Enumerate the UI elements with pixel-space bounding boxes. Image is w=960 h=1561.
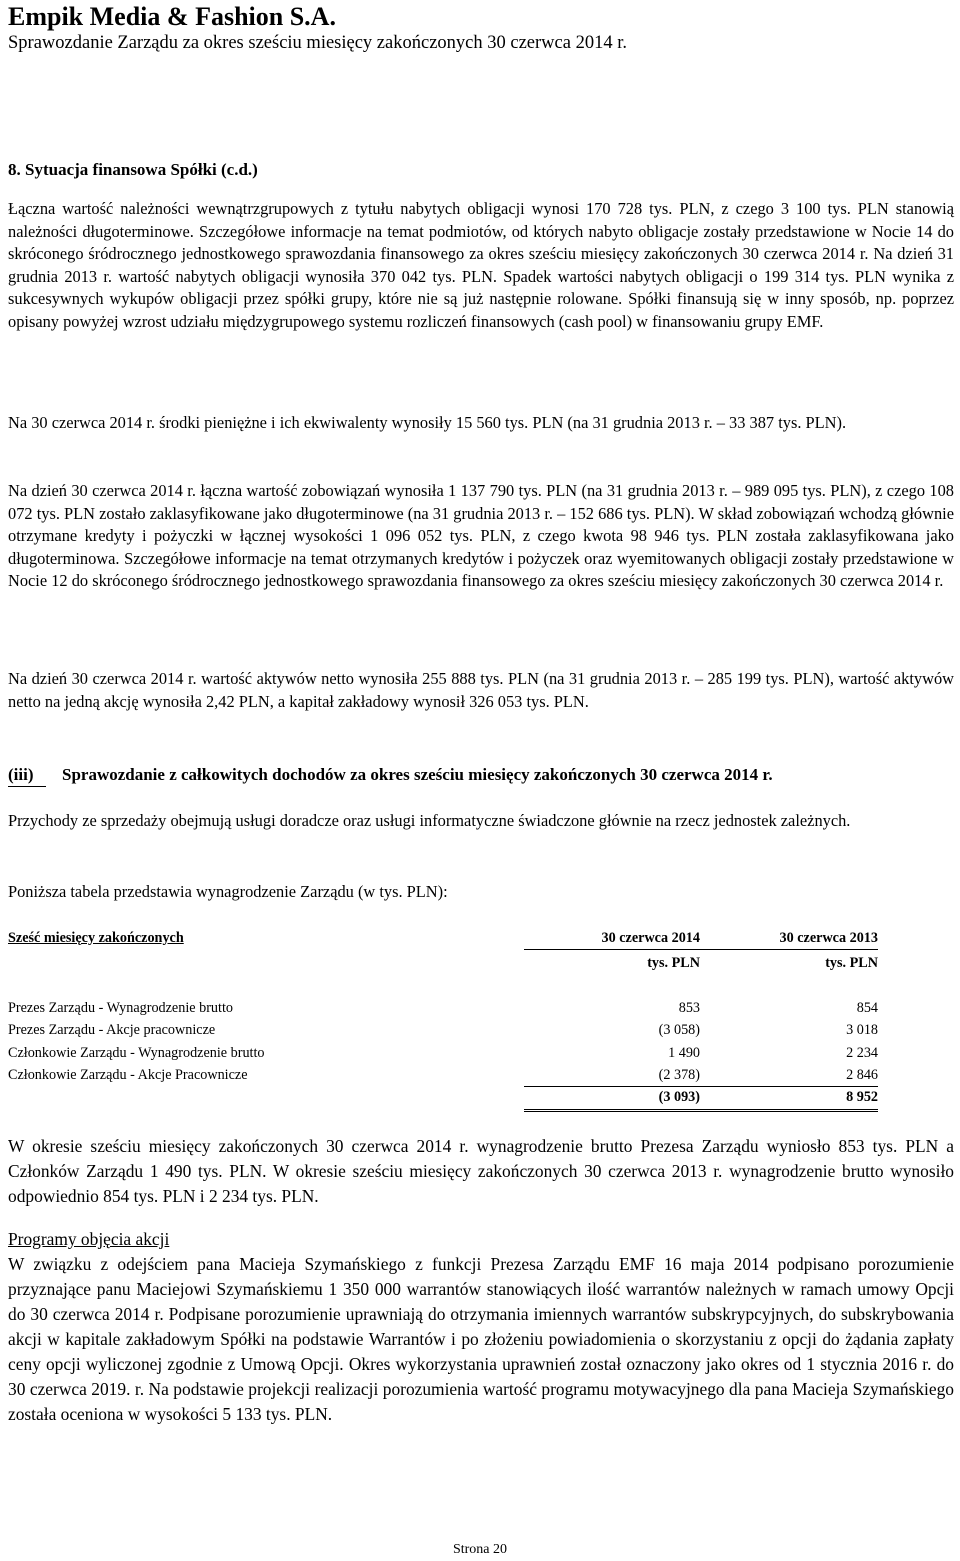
table-row-value-2014: (3 058) bbox=[658, 1022, 700, 1038]
paragraph-table-intro: Poniższa tabela przedstawia wynagrodzenie Zarządu (w tys. PLN): bbox=[8, 882, 448, 901]
table-row-label: Prezes Zarządu - Akcje pracownicze bbox=[8, 1022, 216, 1038]
table-row-value-2014: 853 bbox=[678, 1000, 700, 1016]
paragraph-cash: Na 30 czerwca 2014 r. środki pieniężne i ich ekwiwalenty wynosiły 15 560 tys. PLN (na 31 grudnia 2013 r. – 33 387 tys. PLN). bbox=[8, 413, 847, 432]
table-row bbox=[8, 998, 878, 1018]
table-row-value-2014: (2 378) bbox=[658, 1067, 700, 1083]
section-8-heading: 8. Sytuacja finansowa Spółki (c.d.) bbox=[8, 160, 258, 179]
table-row-label: Członkowie Zarządu - Akcje Pracownicze bbox=[8, 1067, 248, 1083]
section-iii-title: Sprawozdanie z całkowitych dochodów za okres sześciu miesięcy zakończonych 30 czerwca 2014 r. bbox=[62, 765, 773, 784]
table-total-row bbox=[8, 1087, 878, 1107]
table-unit-row bbox=[8, 953, 878, 973]
programs-heading bbox=[8, 1227, 954, 1252]
page-number: Strona 20 bbox=[452, 1542, 508, 1557]
table-row-value-2013: 854 bbox=[856, 1000, 878, 1016]
table-header-rule bbox=[524, 949, 878, 950]
table-header-label: Sześć miesięcy zakończonych bbox=[8, 930, 184, 946]
table-col1-header: 30 czerwca 2014 bbox=[601, 930, 700, 946]
table-header-row bbox=[8, 928, 878, 948]
table-row-value-2013: 2 234 bbox=[846, 1045, 878, 1061]
paragraph-receivables: Łączna wartość należności wewnątrzgrupowych z tytułu nabytych obligacji wynosi 170 728 tys. PLN, z czego 3 100 tys. PLN stanowią należności długoterminowe. Szczegółowe informacje na temat podmiotów, od których nabyto obligacje zostały przedstawione w Nocie 14 do skróconego śródrocznego jednostkowego sprawozdania finansowego za okres sześciu miesięcy zakończonych 30 czerwca 2014 r. Na dzień 31 grudnia 2013 r. wartość nabytych obligacji wynosiła 370 042 tys. PLN. Spadek wartości nabytych obligacji o 199 314 tys. PLN wynika z sukcesywnych wykupów obligacji przez spółki grupy, które nie są już następnie rolowane. Spółki finansują się w inny sposób, np. poprzez opisany powyżej wzrost udziału międzygrupowego systemu rozliczeń finansowych (cash pool) w finansowaniu grupy EMF. bbox=[8, 199, 954, 331]
table-row-value-2013: 2 846 bbox=[846, 1067, 878, 1083]
table-total-2014: (3 093) bbox=[658, 1089, 700, 1105]
section-iii-number: (iii) bbox=[8, 765, 34, 784]
section-iii-number-underline bbox=[8, 786, 46, 787]
table-bottom-rule-1 bbox=[524, 1109, 878, 1110]
paragraph-revenue: Przychody ze sprzedaży obejmują usługi doradcze oraz usługi informatyczne świadczone głównie na rzecz jednostek zależnych. bbox=[8, 811, 851, 830]
report-subtitle: Sprawozdanie Zarządu za okres sześciu miesięcy zakończonych 30 czerwca 2014 r. bbox=[8, 33, 627, 53]
section-iii-heading bbox=[8, 764, 954, 786]
paragraph-share-programs: W związku z odejściem pana Macieja Szymańskiego z funkcji Prezesa Zarządu EMF 16 maja 2014 podpisano porozumienie przyznające panu Maciejowi Szymańskiemu 1 350 000 warrantów stanowiących ilość warrantów należnych w ramach umowy Opcji do 30 czerwca 2014 r. Podpisane porozumienie uprawniają do otrzymania imiennych warrantów subskrypcyjnych, do subskrybowania akcji w kapitale zakładowym Spółki na podstawie Warrantów i po złożeniu powiadomienia o skorzystaniu z opcji do żądania zapłaty ceny opcji wyliczonej zgodnie z Umową Opcji. Okres wykorzystania uprawnień został oznaczony jako okres od 1 stycznia 2016 r. do 30 czerwca 2019. r. Na podstawie projekcji realizacji porozumienia wartość programu motywacyjnego dla pana Macieja Szymańskiego została oceniona w wysokości 5 133 tys. PLN. bbox=[8, 1254, 954, 1424]
table-col2-header: 30 czerwca 2013 bbox=[779, 930, 878, 946]
table-row bbox=[8, 1020, 878, 1040]
table-row bbox=[8, 1065, 878, 1085]
programs-heading-text: Programy objęcia akcji bbox=[8, 1229, 170, 1249]
table-row-value-2013: 3 018 bbox=[846, 1022, 878, 1038]
table-row-label: Prezes Zarządu - Wynagrodzenie brutto bbox=[8, 1000, 233, 1016]
table-row bbox=[8, 1043, 878, 1063]
table-row-value-2014: 1 490 bbox=[668, 1045, 700, 1061]
table-row-label: Członkowie Zarządu - Wynagrodzenie brutto bbox=[8, 1045, 265, 1061]
paragraph-remuneration-summary: W okresie sześciu miesięcy zakończonych 30 czerwca 2014 r. wynagrodzenie brutto Prezesa Zarządu wyniosło 853 tys. PLN a Członków Zarządu 1 490 tys. PLN. W okresie sześciu miesięcy zakończonych 30 czerwca 2013 r. wynagrodzenie brutto wynosiło odpowiednio 854 tys. PLN i 2 234 tys. PLN. bbox=[8, 1136, 954, 1206]
table-col2-unit: tys. PLN bbox=[825, 955, 878, 971]
table-bottom-rule-2 bbox=[524, 1111, 878, 1112]
paragraph-liabilities: Na dzień 30 czerwca 2014 r. łączna wartość zobowiązań wynosiła 1 137 790 tys. PLN (na 31 grudnia 2013 r. – 989 095 tys. PLN), z czego 108 072 tys. PLN zostało zaklasyfikowane jako długoterminowe (na 31 grudnia 2013 r. – 152 686 tys. PLN). W skład zobowiązań wchodzą głównie otrzymane kredyty i pożyczki w łącznej wysokości 1 096 052 tys. PLN, z czego kwota 98 946 tys. PLN została zaklasyfikowana jako długoterminowa. Szczegółowe informacje na temat otrzymanych kredytów i pożyczek oraz wyemitowanych obligacji zostały przedstawione w Nocie 12 do skróconego śródrocznego jednostkowego sprawozdania finansowego za okres sześciu miesięcy zakończonych 30 czerwca 2014 r. bbox=[8, 481, 954, 591]
company-title: Empik Media & Fashion S.A. bbox=[8, 2, 336, 31]
table-total-2013: 8 952 bbox=[846, 1089, 878, 1105]
paragraph-net-assets: Na dzień 30 czerwca 2014 r. wartość aktywów netto wynosiła 255 888 tys. PLN (na 31 grudnia 2013 r. – 285 199 tys. PLN), wartość aktywów netto na jedną akcję wynosiła 2,42 PLN, a kapitał zakładowy wynosił 326 053 tys. PLN. bbox=[8, 669, 954, 711]
table-col1-unit: tys. PLN bbox=[647, 955, 700, 971]
